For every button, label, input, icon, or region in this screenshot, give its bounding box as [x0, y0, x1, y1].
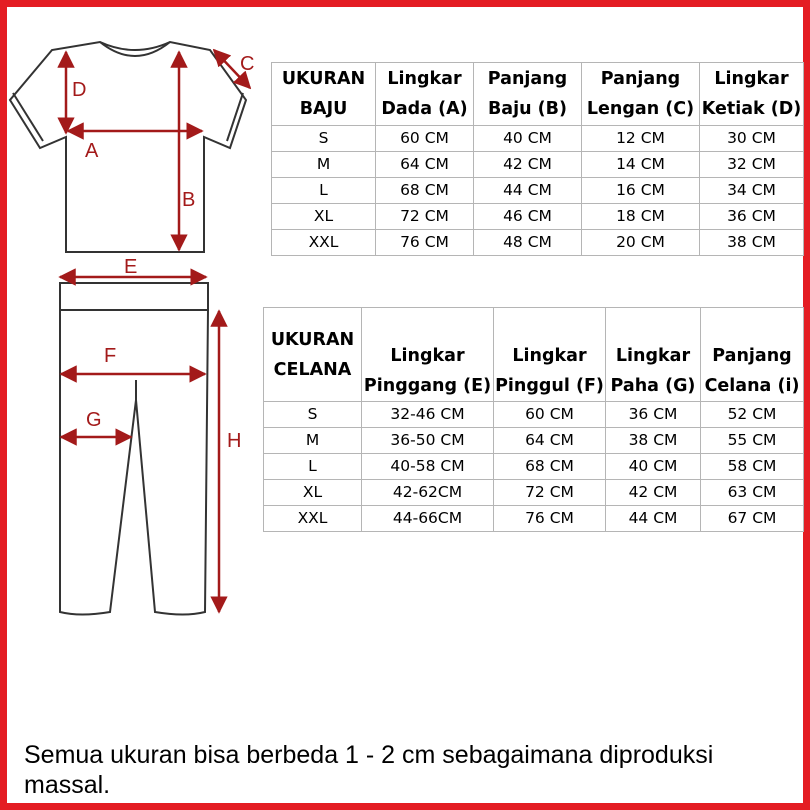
- table-header-row: [272, 63, 804, 126]
- table-cell: 32-46 CM: [362, 402, 494, 428]
- table-cell: S: [264, 402, 362, 428]
- table-cell: 32 CM: [700, 152, 804, 178]
- table-row: [272, 126, 804, 152]
- table-cell: 42 CM: [606, 480, 701, 506]
- header-size-shirt: UKURAN BAJU: [272, 63, 376, 126]
- table-cell: 42 CM: [474, 152, 582, 178]
- table-cell: M: [272, 152, 376, 178]
- table-row: [272, 204, 804, 230]
- table-cell: 58 CM: [701, 454, 804, 480]
- label-g: G: [86, 409, 102, 431]
- pants-size-table: [263, 307, 804, 532]
- table-cell: 72 CM: [376, 204, 474, 230]
- label-f: F: [104, 345, 117, 367]
- table-cell: 52 CM: [701, 402, 804, 428]
- table-cell: 16 CM: [582, 178, 700, 204]
- table-cell: 38 CM: [700, 230, 804, 256]
- tshirt-icon: [10, 42, 246, 252]
- table-cell: XXL: [272, 230, 376, 256]
- label-e: E: [124, 256, 138, 278]
- header-shirt-length: Panjang Baju (B): [474, 63, 582, 126]
- table-cell: 63 CM: [701, 480, 804, 506]
- table-cell: 18 CM: [582, 204, 700, 230]
- table-cell: 36 CM: [700, 204, 804, 230]
- header-size-pants: UKURAN CELANA: [264, 308, 362, 402]
- table-row: [264, 454, 804, 480]
- table-row: [264, 480, 804, 506]
- table-cell: 67 CM: [701, 506, 804, 532]
- table-cell: XL: [264, 480, 362, 506]
- table-cell: 68 CM: [376, 178, 474, 204]
- measure-arrows: [60, 50, 250, 612]
- table-cell: 12 CM: [582, 126, 700, 152]
- shirt-size-table: [271, 62, 804, 256]
- table-cell: 30 CM: [700, 126, 804, 152]
- label-b: B: [182, 189, 196, 211]
- table-header-row: [264, 308, 804, 402]
- table-row: [272, 178, 804, 204]
- disclaimer-note: Semua ukuran bisa berbeda 1 - 2 cm sebagaimana diproduksi massal.: [24, 741, 714, 799]
- table-cell: 76 CM: [376, 230, 474, 256]
- header-sleeve-length: Panjang Lengan (C): [582, 63, 700, 126]
- table-cell: L: [264, 454, 362, 480]
- table-cell: XXL: [264, 506, 362, 532]
- table-cell: 44-66CM: [362, 506, 494, 532]
- label-d: D: [72, 79, 87, 101]
- table-cell: 38 CM: [606, 428, 701, 454]
- table-row: [272, 152, 804, 178]
- table-cell: 72 CM: [494, 480, 606, 506]
- table-cell: 40-58 CM: [362, 454, 494, 480]
- table-cell: 76 CM: [494, 506, 606, 532]
- table-row: [264, 428, 804, 454]
- table-cell: 36-50 CM: [362, 428, 494, 454]
- table-cell: M: [264, 428, 362, 454]
- table-cell: 36 CM: [606, 402, 701, 428]
- label-c: C: [240, 53, 255, 75]
- table-cell: 44 CM: [474, 178, 582, 204]
- table-cell: 64 CM: [494, 428, 606, 454]
- table-cell: 68 CM: [494, 454, 606, 480]
- table-cell: 55 CM: [701, 428, 804, 454]
- header-chest: Lingkar Dada (A): [376, 63, 474, 126]
- table-row: [264, 506, 804, 532]
- label-a: A: [85, 140, 99, 162]
- table-cell: XL: [272, 204, 376, 230]
- table-cell: S: [272, 126, 376, 152]
- header-thigh: Lingkar Paha (G): [606, 308, 701, 402]
- header-armpit: Lingkar Ketiak (D): [700, 63, 804, 126]
- table-cell: 64 CM: [376, 152, 474, 178]
- header-pants-length: Panjang Celana (i): [701, 308, 804, 402]
- table-cell: 44 CM: [606, 506, 701, 532]
- table-cell: 40 CM: [606, 454, 701, 480]
- table-cell: 48 CM: [474, 230, 582, 256]
- label-h: H: [227, 430, 242, 452]
- table-cell: L: [272, 178, 376, 204]
- table-cell: 60 CM: [494, 402, 606, 428]
- table-cell: 42-62CM: [362, 480, 494, 506]
- table-cell: 34 CM: [700, 178, 804, 204]
- table-cell: 20 CM: [582, 230, 700, 256]
- table-cell: 60 CM: [376, 126, 474, 152]
- pants-icon: [60, 283, 208, 615]
- header-hip: Lingkar Pinggul (F): [494, 308, 606, 402]
- header-waist: Lingkar Pinggang (E): [362, 308, 494, 402]
- table-cell: 14 CM: [582, 152, 700, 178]
- table-row: [264, 402, 804, 428]
- table-row: [272, 230, 804, 256]
- table-cell: 40 CM: [474, 126, 582, 152]
- table-cell: 46 CM: [474, 204, 582, 230]
